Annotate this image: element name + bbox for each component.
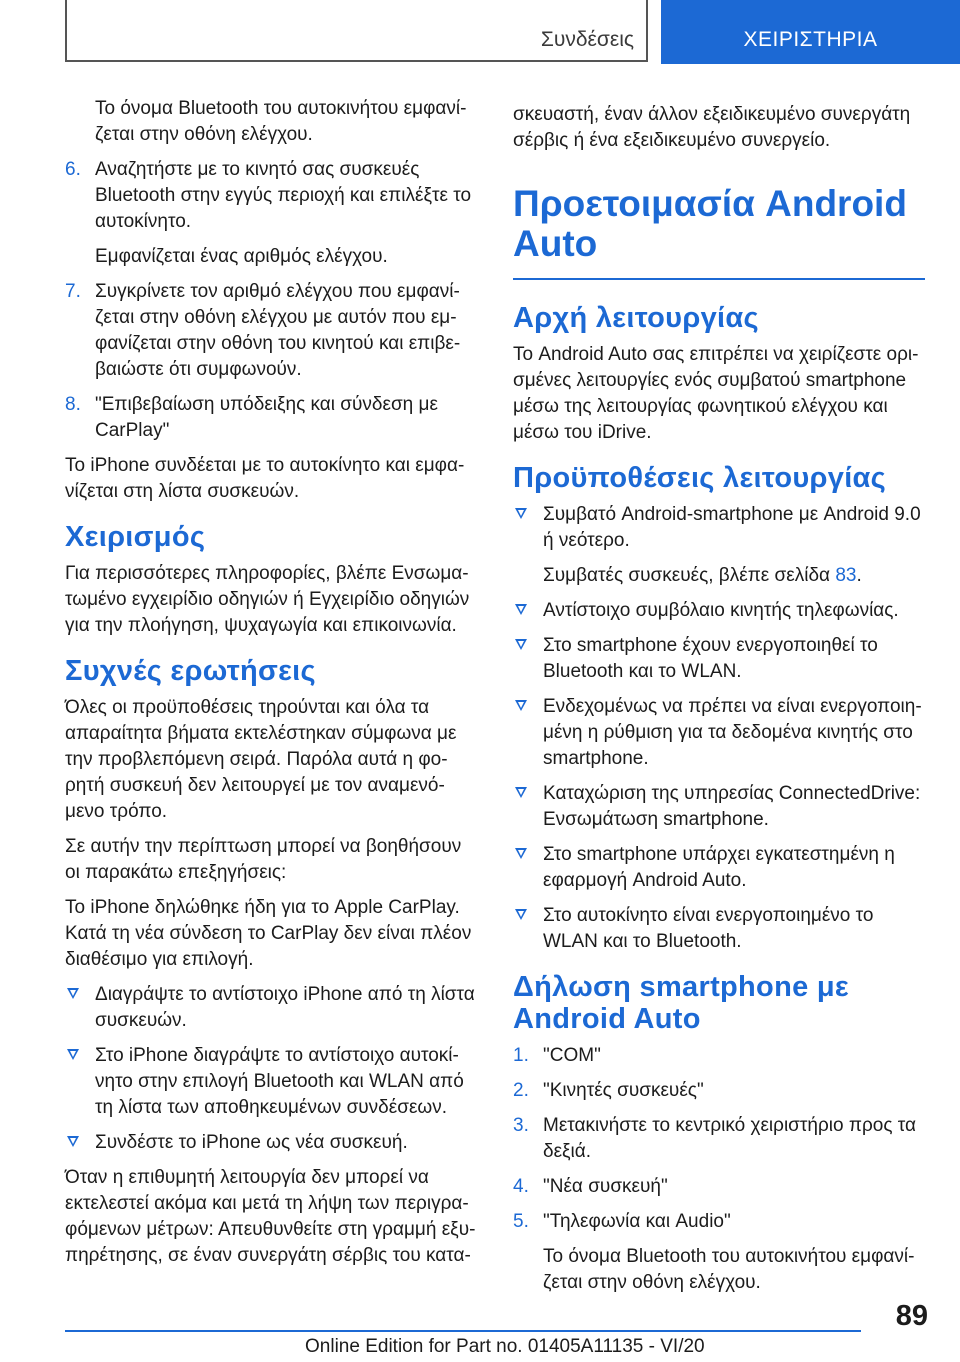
paragraph: Σε αυτήν την περίπτωση μπορεί να βοηθήσουν οι παρακάτω επεξηγήσεις: xyxy=(65,836,462,883)
triangle-bullet-icon xyxy=(515,848,527,859)
step-text: "COM" xyxy=(543,1045,601,1066)
bullet-item xyxy=(513,842,925,894)
step-text: "Κινητές συσκευές" xyxy=(543,1080,704,1101)
step-number: 4. xyxy=(513,1176,529,1197)
bullet-note xyxy=(513,563,925,589)
bullet-text: Στο smartphone υπάρχει εγκατεστημένη η εφαρμογή Android Auto. xyxy=(543,844,895,891)
chapter-title: ΧΕΙΡΙΣΤΗΡΙΑ xyxy=(743,28,878,51)
edition-footer: Online Edition for Part no. 01405A11135 - VI/20 xyxy=(305,1336,705,1357)
bullet-item xyxy=(513,633,925,685)
bullet-text: Στο αυτοκίνητο είναι ενεργοποιημένο το WLAN και το Bluetooth. xyxy=(543,905,874,952)
triangle-bullet-icon xyxy=(515,639,527,650)
step-number: 1. xyxy=(513,1045,529,1066)
heading-faq: Συχνές ερωτήσεις xyxy=(65,655,316,687)
bullet-item xyxy=(513,694,925,772)
step-note: Το όνομα Bluetooth του αυτοκινήτου εμφανί‐ζεται στην οθόνη ελέγχου. xyxy=(543,1246,915,1293)
triangle-bullet-icon xyxy=(67,1049,79,1060)
bullet-item xyxy=(513,781,925,833)
step-item xyxy=(65,279,477,383)
step-item xyxy=(513,1174,925,1200)
triangle-bullet-icon xyxy=(515,787,527,798)
step-text: Μετακινήστε το κεντρικό χειριστήριο προς τα δεξιά. xyxy=(543,1115,916,1162)
right-column xyxy=(513,102,925,1305)
step-number: 2. xyxy=(513,1080,529,1101)
step-text: Συγκρίνετε τον αριθμό ελέγχου που εμφανί‐ζεται στην οθόνη ελέγχου με αυτόν που εμ‐φανίζεται στην οθόνη του κινητού και επιβε‐βαιώστε ότι συμφωνούν. xyxy=(95,281,461,380)
bullet-item xyxy=(65,1043,477,1121)
bullet-item xyxy=(65,1130,477,1156)
step-text: Αναζητήστε με το κινητό σας συσκευές Bluetooth στην εγγύς περιοχή και επιλέξτε το αυτοκίνητο. xyxy=(95,159,472,232)
section-title: Συνδέσεις xyxy=(540,28,634,51)
step-item xyxy=(513,1043,925,1069)
step-number: 5. xyxy=(513,1211,529,1232)
bullet-text: Συνδέστε το iPhone ως νέα συσκευή. xyxy=(95,1132,408,1153)
paragraph: Το iPhone συνδέεται με το αυτοκίνητο και εμφα‐νίζεται στη λίστα συσκευών. xyxy=(65,455,465,502)
bullet-item xyxy=(513,903,925,955)
bullet-text: Διαγράψτε το αντίστοιχο iPhone από τη λίστα συσκευών. xyxy=(95,984,475,1031)
page-number: 89 xyxy=(895,1300,928,1332)
step-text: "Τηλεφωνία και Audio" xyxy=(543,1211,731,1232)
heading-principle: Αρχή λειτουργίας xyxy=(513,302,759,334)
bullet-text: Στο smartphone έχουν ενεργοποιηθεί το Bluetooth και το WLAN. xyxy=(543,635,878,682)
step-number: 6. xyxy=(65,159,81,180)
page-header xyxy=(65,0,960,64)
triangle-bullet-icon xyxy=(67,1136,79,1147)
heading-operation: Χειρισμός xyxy=(65,521,206,553)
paragraph: Για περισσότερες πληροφορίες, βλέπε Ενσωμα‐τωμένο εγχειρίδιο οδηγιών ή Εγχειρίδιο οδηγιών για την πλοήγηση, ψυχαγωγία και επικοινωνία. xyxy=(65,563,470,636)
step-number: 8. xyxy=(65,394,81,415)
section-tab xyxy=(65,0,648,62)
left-column xyxy=(65,96,477,1278)
footer-divider xyxy=(65,1330,861,1332)
bullet-text: Στο iPhone διαγράψτε το αντίστοιχο αυτοκί‐νητο στην επιλογή Bluetooth και WLAN από τη λίστα των αποθηκευμένων συνδέσεων. xyxy=(95,1045,464,1118)
bullet-text: Ενδεχομένως να πρέπει να είναι ενεργοποιη‐μένη η ρύθμιση για τα δεδομένα κινητής στο smartphone. xyxy=(543,696,922,769)
paragraph: Το iPhone δηλώθηκε ήδη για το Apple CarPlay. Κατά τη νέα σύνδεση το CarPlay δεν είναι πλέον διαθέσιμο για επιλογή. xyxy=(65,897,472,970)
step-number: 7. xyxy=(65,281,81,302)
paragraph: Όταν η επιθυμητή λειτουργία δεν μπορεί να εκτελεστεί ακόμα και μετά τη λήψη των περιγρα‐φόμενων μέτρων: Απευθυνθείτε στη γραμμή εξυ‐πηρέτησης, σε έναν συνεργάτη σέρβις του κατα‐ xyxy=(65,1167,476,1266)
heading-prerequisites: Προϋποθέσεις λειτουργίας xyxy=(513,462,887,494)
step-item xyxy=(65,157,477,235)
bullet-text: Αντίστοιχο συμβόλαιο κινητής τηλεφωνίας. xyxy=(543,600,899,621)
paragraph: Όλες οι προϋποθέσεις τηρούνται και όλα τα απαραίτητα βήματα εκτελέστηκαν σύμφωνα με την προβλεπόμενη σειρά. Παρόλα αυτά η φο‐ρητή συσκευή δεν λειτουργεί με τον αναμενό‐μενο τρόπο. xyxy=(65,697,457,822)
bullet-text: Καταχώριση της υπηρεσίας ConnectedDrive: Ενσωμάτωση smartphone. xyxy=(543,783,921,830)
step-item xyxy=(65,392,477,444)
chapter-tab xyxy=(661,0,960,64)
step-text: "Επιβεβαίωση υπόδειξης και σύνδεση με CarPlay" xyxy=(95,394,438,441)
triangle-bullet-icon xyxy=(67,988,79,999)
step-number: 3. xyxy=(513,1115,529,1136)
step-item xyxy=(513,1209,925,1235)
triangle-bullet-icon xyxy=(515,700,527,711)
note-text-end: . xyxy=(856,565,862,586)
triangle-bullet-icon xyxy=(515,909,527,920)
paragraph: Το Android Auto σας επιτρέπει να χειρίζεστε ορι‐σμένες λειτουργίες ενός συμβατού smartphone μέσω της λειτουργίας φωνητικού ελέγχου και μέσω του iDrive. xyxy=(513,344,919,443)
step-text: "Νέα συσκευή" xyxy=(543,1176,668,1197)
page-link[interactable]: 83 xyxy=(835,565,857,586)
heading-register: Δήλωση smartphone με Android Auto xyxy=(513,971,849,1035)
paragraph: σκευαστή, έναν άλλον εξειδικευμένο συνεργάτη σέρβις ή ένα εξειδικευμένο συνεργείο. xyxy=(513,104,911,151)
triangle-bullet-icon xyxy=(515,604,527,615)
heading-android-auto: Προετοιμασία Android Auto xyxy=(513,184,925,280)
triangle-bullet-icon xyxy=(515,508,527,519)
step-item xyxy=(513,1078,925,1104)
note-text: Συμβατές συσκευές, βλέπε σελίδα xyxy=(543,565,836,586)
bullet-item xyxy=(65,982,477,1034)
bullet-item xyxy=(513,502,925,554)
bullet-item xyxy=(513,598,925,624)
step-item xyxy=(513,1113,925,1165)
step-note: Εμφανίζεται ένας αριθμός ελέγχου. xyxy=(95,246,388,267)
paragraph: Το όνομα Bluetooth του αυτοκινήτου εμφανί‐ζεται στην οθόνη ελέγχου. xyxy=(95,98,467,145)
bullet-text: Συμβατό Android-smartphone με Android 9.0 ή νεότερο. xyxy=(543,504,921,551)
